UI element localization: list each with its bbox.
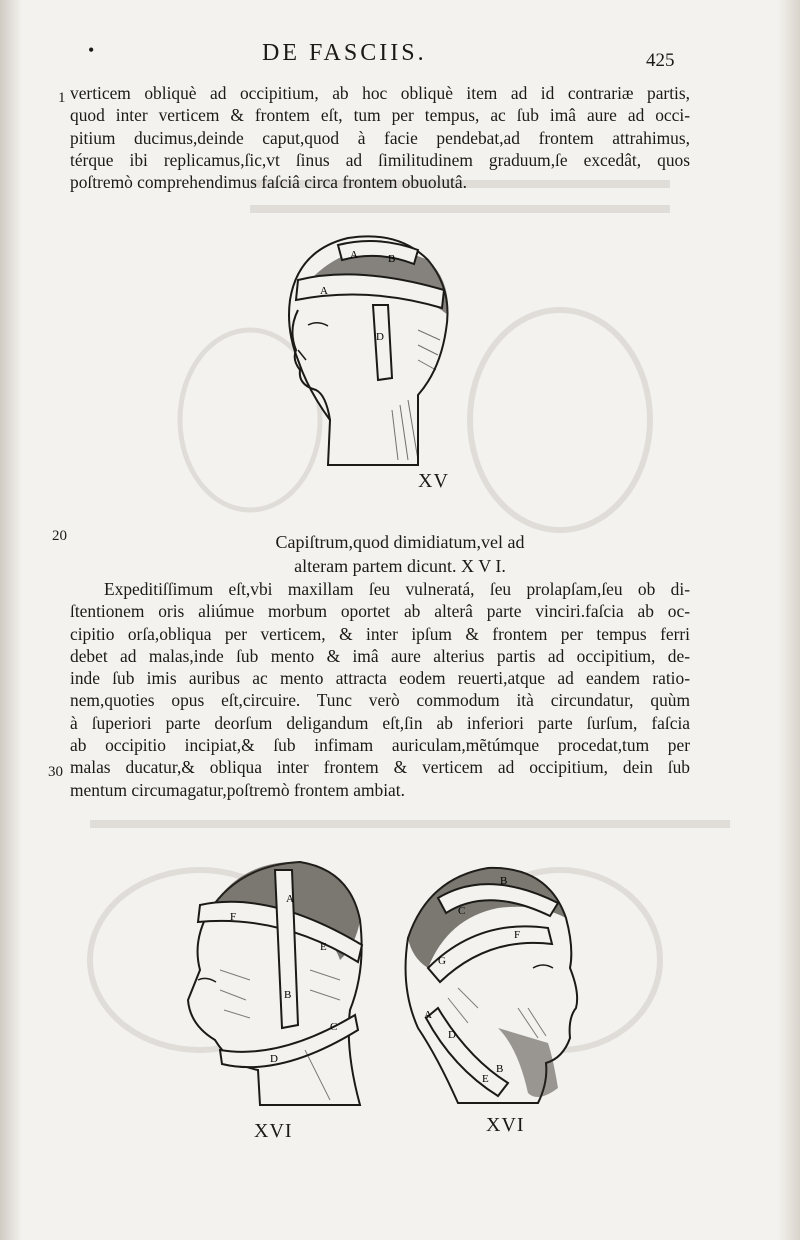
page-number: 425 — [646, 50, 675, 71]
paragraph-capistrum — [70, 578, 690, 801]
header-ornament: • — [88, 40, 95, 60]
figure-letter: E — [320, 941, 327, 953]
text-line: térque ibi replicamus,ſic,vt ſinus ad ſimilitudinem graduum,ſe excedât, quos — [70, 149, 690, 170]
margin-line-number-30: 30 — [48, 764, 63, 780]
text-line: debet ad malas,inde ſub mento & imâ aure alterius partis ad occipitium, de- — [70, 645, 690, 666]
figure-letter: D — [270, 1053, 278, 1065]
text-line: poſtremò comprehendimus faſciâ circa frontem obuolutâ. — [70, 172, 467, 193]
figure-letter: F — [514, 929, 521, 941]
text-line: ab occipitio incipiat,& ſub infimam auriculam,mẽtúmque procedat,tum per — [70, 735, 690, 756]
text-line: verticem obliquè ad occipitium, ab hoc obliquè item ad id contrariæ partis, — [70, 83, 690, 103]
figure-letter: A — [424, 1009, 432, 1021]
text-line: quod inter verticem & frontem eſt, tum per tempus, ac ſub imâ aure ad occi- — [70, 105, 690, 126]
margin-line-number-20: 20 — [52, 528, 67, 544]
paragraph-continued — [70, 82, 690, 193]
running-head-title: DE FASCIIS. — [262, 40, 427, 66]
figure-letter: C — [330, 1021, 338, 1033]
text-line: mentum circumagatur,poſtremò frontem ambiat. — [70, 779, 405, 800]
figure-letter: A — [350, 249, 358, 261]
figure-label-xvi-left: XVI — [254, 1120, 293, 1142]
text-line: pitium ducimus,deinde caput,quod à facie pendebat,ad frontem attrahimus, — [70, 127, 690, 148]
figure-letter: C — [458, 905, 466, 917]
text-line: à ſuperiori parte deorſum deligandum eſt,ſin ab inferiori parte ſurſum, faſcia — [70, 712, 690, 733]
figure-label-xvi-right: XVI — [486, 1114, 525, 1136]
text-line: Expeditiſſimum eſt,vbi maxillam ſeu vulneratá, ſeu prolapſam,ſeu ob di- — [104, 579, 690, 599]
text-line: malas ducatur,& obliqua inter frontem & verticem ad occipitium, dein ſub — [70, 757, 690, 778]
figure-label-xv: XV — [418, 470, 449, 492]
text-line: ſtentionem oris aliúmue morbum oportet ab alterâ parte vinciri.faſcia ab oc- — [70, 601, 690, 622]
figure-letter: D — [448, 1029, 456, 1041]
figure-letter: B — [496, 1063, 504, 1075]
woodcut-figure-xvi-left — [180, 850, 370, 1115]
figure-letter: B — [284, 989, 292, 1001]
figure-letter: B — [500, 875, 508, 887]
figure-letter: A — [286, 893, 294, 905]
woodcut-figure-xvi-right — [398, 858, 593, 1113]
margin-line-number-1: 1 — [58, 90, 66, 106]
figure-letter: D — [376, 331, 384, 343]
figure-caption — [200, 530, 600, 578]
caption-line: Capiſtrum,quod dimidiatum,vel ad — [275, 532, 525, 552]
figure-letter: A — [320, 285, 328, 297]
figure-letter: B — [388, 253, 396, 265]
figure-letter: E — [482, 1073, 489, 1085]
figure-letter: G — [438, 955, 446, 967]
caption-line: alteram partem dicunt. X V I. — [294, 556, 506, 576]
figure-letter: F — [230, 911, 237, 923]
text-line: cipitio orſa,obliqua per verticem, & inter ipſum & frontem per tempus ferri — [70, 623, 690, 644]
text-line: nem,quoties opus eſt,circuire. Tunc verò commodum ità circundatur, quùm — [70, 690, 690, 711]
woodcut-figure-xv — [268, 220, 458, 490]
text-line: inde ſub imis auribus ac mento attracta eodem reuerti,atque ad eandem ratio- — [70, 668, 690, 689]
